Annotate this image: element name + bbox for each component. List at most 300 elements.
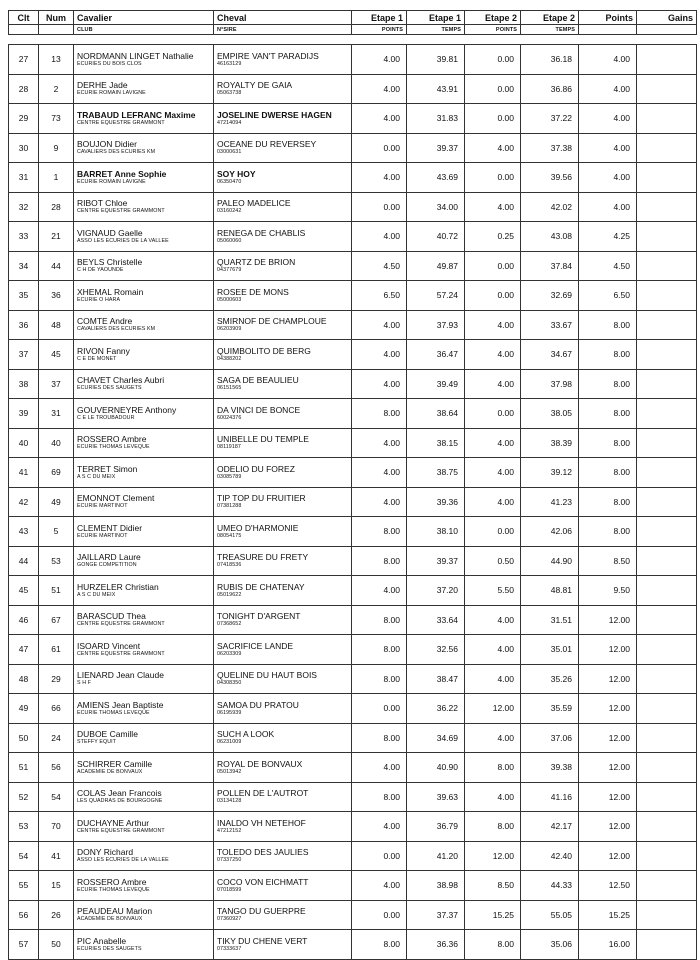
rank-cell	[9, 74, 39, 104]
gains-cell	[637, 133, 697, 163]
rider-name: EMONNOT Clement	[77, 493, 155, 504]
gains-cell	[637, 399, 697, 429]
total-points-cell	[579, 458, 637, 488]
gains-cell	[637, 369, 697, 399]
etape1-points: 0.00	[383, 909, 400, 920]
rider-cell	[74, 812, 214, 842]
table-row	[9, 694, 697, 724]
etape2-points: 12.00	[492, 703, 514, 714]
horse-sire: 06203309	[217, 650, 242, 657]
etape2-temps-cell	[521, 281, 579, 311]
horse-cell	[214, 487, 352, 517]
bib-cell	[39, 222, 74, 252]
horse-sire: 05013942	[217, 768, 242, 775]
horse-sire: 05000603	[217, 296, 242, 303]
horse-sire: 06350470	[217, 178, 242, 185]
rider-club: STEFFY EQUIT	[77, 739, 117, 746]
bib-cell	[39, 723, 74, 753]
etape1-points: 4.00	[383, 585, 400, 596]
gains-cell	[637, 930, 697, 960]
etape1-temps: 37.20	[436, 585, 458, 596]
gains-cell	[637, 664, 697, 694]
rider-club: ECURIE ROMAIN LAVIGNE	[77, 90, 146, 97]
horse-cell	[214, 841, 352, 871]
horse-sire: 07018599	[217, 886, 242, 893]
rank: 34	[18, 260, 29, 271]
rank: 53	[18, 821, 29, 832]
total-points: 12.00	[608, 821, 630, 832]
horse-sire: 04308350	[217, 680, 242, 687]
etape1-temps-cell	[407, 841, 465, 871]
rider-name: COMTE Andre	[77, 316, 133, 327]
etape1-points: 0.00	[383, 201, 400, 212]
table-row	[9, 812, 697, 842]
rank-cell	[9, 251, 39, 281]
total-points: 12.00	[608, 791, 630, 802]
rank-cell	[9, 635, 39, 665]
bib-cell	[39, 369, 74, 399]
etape2-points-cell	[465, 930, 521, 960]
rider-cell	[74, 104, 214, 134]
etape1-temps: 38.15	[436, 437, 458, 448]
etape2-temps-cell	[521, 546, 579, 576]
bib-number: 51	[51, 585, 61, 596]
rank-cell	[9, 399, 39, 429]
rider-name: VIGNAUD Gaelle	[77, 227, 143, 238]
rider-club: ECURIE O HARA	[77, 296, 121, 303]
rider-club: ECURIES DU BOIS CLOS	[77, 60, 142, 67]
gains-cell	[637, 694, 697, 724]
rider-club: ASSO LES ECURIES DE LA VALLEE	[77, 857, 169, 864]
horse-cell	[214, 163, 352, 193]
etape2-temps-cell	[521, 576, 579, 606]
etape2-points-cell	[465, 694, 521, 724]
etape2-temps: 37.22	[550, 113, 572, 124]
gains-cell	[637, 340, 697, 370]
header-etape1-temps: Etape 1	[407, 11, 465, 25]
horse-cell	[214, 576, 352, 606]
etape1-temps-cell	[407, 576, 465, 606]
rank-cell	[9, 192, 39, 222]
total-points: 12.50	[608, 880, 630, 891]
subheader-empty	[579, 25, 637, 35]
rank: 30	[18, 142, 29, 153]
rank-cell	[9, 841, 39, 871]
total-points-cell	[579, 635, 637, 665]
total-points-cell	[579, 163, 637, 193]
etape1-temps-cell	[407, 104, 465, 134]
rank-cell	[9, 428, 39, 458]
rider-name: BARASCUD Thea	[77, 611, 146, 622]
rank-cell	[9, 694, 39, 724]
rank-cell	[9, 340, 39, 370]
etape1-points-cell	[352, 192, 407, 222]
horse-cell	[214, 428, 352, 458]
etape2-temps-cell	[521, 664, 579, 694]
bib-cell	[39, 930, 74, 960]
table-row	[9, 104, 697, 134]
rider-club: ECURIES DES SAUGETS	[77, 945, 142, 952]
gains-cell	[637, 546, 697, 576]
total-points: 8.00	[613, 496, 630, 507]
bib-cell	[39, 428, 74, 458]
table-row	[9, 517, 697, 547]
etape2-points-cell	[465, 871, 521, 901]
horse-name: QUIMBOLITO DE BERG	[217, 345, 311, 356]
total-points-cell	[579, 104, 637, 134]
etape1-points: 8.00	[383, 673, 400, 684]
gains-cell	[637, 458, 697, 488]
horse-cell	[214, 251, 352, 281]
etape2-points-cell	[465, 251, 521, 281]
rank-cell	[9, 104, 39, 134]
etape2-temps-cell	[521, 340, 579, 370]
etape2-points-cell	[465, 635, 521, 665]
etape2-points: 0.00	[497, 408, 514, 419]
etape1-temps: 38.10	[436, 526, 458, 537]
total-points-cell	[579, 605, 637, 635]
etape2-temps-cell	[521, 399, 579, 429]
total-points: 16.00	[608, 939, 630, 950]
total-points-cell	[579, 251, 637, 281]
header-cheval: Cheval	[214, 11, 352, 25]
gains-cell	[637, 281, 697, 311]
etape2-temps: 38.05	[550, 408, 572, 419]
total-points: 12.00	[608, 850, 630, 861]
etape1-temps-cell	[407, 281, 465, 311]
etape2-points: 0.00	[497, 54, 514, 65]
etape2-points: 0.25	[497, 231, 514, 242]
etape1-points-cell	[352, 782, 407, 812]
bib-cell	[39, 782, 74, 812]
rider-club: ASSO LES ECURIES DE LA VALLEE	[77, 237, 169, 244]
etape2-temps-cell	[521, 104, 579, 134]
etape2-temps: 35.06	[550, 939, 572, 950]
rider-club: CENTRE EQUESTRE GRAMMONT	[77, 827, 165, 834]
rider-club: ACADEMIE DE BONVAUX	[77, 768, 143, 775]
horse-name: UMEO D'HARMONIE	[217, 522, 299, 533]
rider-cell	[74, 664, 214, 694]
etape1-points: 4.50	[383, 260, 400, 271]
horse-sire: 08119187	[217, 444, 241, 451]
total-points: 4.00	[613, 83, 630, 94]
etape2-points-cell	[465, 340, 521, 370]
rank-cell	[9, 782, 39, 812]
total-points: 8.00	[613, 378, 630, 389]
rider-club: CENTRE EQUESTRE GRAMMONT	[77, 208, 165, 215]
etape1-points-cell	[352, 399, 407, 429]
etape1-temps: 38.75	[436, 467, 458, 478]
gains-cell	[637, 841, 697, 871]
rider-club: CAVALIERS DES ECURIES KM	[77, 326, 156, 333]
etape1-points-cell	[352, 723, 407, 753]
horse-name: PALEO MADELICE	[217, 198, 291, 209]
bib-cell	[39, 133, 74, 163]
etape2-temps: 36.18	[550, 54, 572, 65]
horse-name: TREASURE DU FRETY	[217, 552, 309, 563]
gains-cell	[637, 192, 697, 222]
gains-cell	[637, 782, 697, 812]
bib-number: 44	[51, 260, 61, 271]
etape2-temps: 37.38	[550, 142, 572, 153]
horse-sire: 05063738	[217, 90, 242, 97]
horse-name: INALDO VH NETEHOF	[217, 817, 306, 828]
etape1-temps-cell	[407, 753, 465, 783]
etape2-points-cell	[465, 428, 521, 458]
etape1-temps: 39.37	[436, 555, 458, 566]
rank: 33	[18, 231, 29, 242]
etape2-temps-cell	[521, 222, 579, 252]
etape2-temps-cell	[521, 458, 579, 488]
etape2-temps-cell	[521, 723, 579, 753]
rider-cell	[74, 576, 214, 606]
etape2-temps: 37.98	[550, 378, 572, 389]
etape1-temps: 39.81	[436, 54, 458, 65]
total-points-cell	[579, 576, 637, 606]
rank: 52	[18, 791, 29, 802]
etape1-temps: 43.91	[436, 83, 458, 94]
rank: 50	[18, 732, 29, 743]
gains-cell	[637, 104, 697, 134]
table-row	[9, 841, 697, 871]
total-points-cell	[579, 399, 637, 429]
etape1-points-cell	[352, 251, 407, 281]
rider-club: ECURIE THOMAS LEVEQUE	[77, 709, 150, 716]
horse-name: ROYALTY DE GAIA	[217, 80, 293, 91]
table-row	[9, 369, 697, 399]
rank: 31	[18, 172, 29, 183]
rank: 44	[18, 555, 29, 566]
etape1-temps-cell	[407, 546, 465, 576]
etape2-points: 4.00	[497, 142, 514, 153]
rider-name: RIVON Fanny	[77, 345, 130, 356]
rider-name: NORDMANN LINGET Nathalie	[77, 50, 194, 61]
rider-club: S H F	[77, 680, 92, 687]
etape1-points-cell	[352, 74, 407, 104]
rider-name: CHAVET Charles Aubri	[77, 375, 165, 386]
etape2-points-cell	[465, 369, 521, 399]
total-points: 4.00	[613, 172, 630, 183]
horse-name: SAMOA DU PRATOU	[217, 699, 299, 710]
rider-cell	[74, 74, 214, 104]
rider-name: RIBOT Chloe	[77, 198, 128, 209]
etape1-points: 8.00	[383, 791, 400, 802]
etape2-points: 4.00	[497, 378, 514, 389]
rider-name: PIC Anabelle	[77, 935, 127, 946]
gains-cell	[637, 576, 697, 606]
total-points: 4.00	[613, 201, 630, 212]
results-table	[8, 10, 697, 960]
bib-number: 70	[51, 821, 61, 832]
rider-cell	[74, 487, 214, 517]
table-row	[9, 753, 697, 783]
horse-cell	[214, 281, 352, 311]
total-points-cell	[579, 310, 637, 340]
rank-cell	[9, 664, 39, 694]
bib-number: 15	[51, 880, 61, 891]
horse-name: ROYAL DE BONVAUX	[217, 758, 303, 769]
horse-name: TIP TOP DU FRUITIER	[217, 493, 306, 504]
rider-club: CENTRE EQUESTRE GRAMMONT	[77, 650, 165, 657]
subheader-empty	[39, 25, 74, 35]
rank-cell	[9, 605, 39, 635]
bib-number: 36	[51, 290, 61, 301]
bib-cell	[39, 251, 74, 281]
rank: 42	[18, 496, 29, 507]
etape2-temps: 42.02	[550, 201, 572, 212]
rider-name: AMIENS Jean Baptiste	[77, 699, 164, 710]
etape2-points-cell	[465, 605, 521, 635]
horse-cell	[214, 871, 352, 901]
rider-name: ROSSERO Ambre	[77, 876, 147, 887]
horse-cell	[214, 74, 352, 104]
etape1-points: 4.00	[383, 762, 400, 773]
horse-sire: 06195939	[217, 709, 242, 716]
etape1-temps-cell	[407, 45, 465, 75]
gains-cell	[637, 45, 697, 75]
total-points-cell	[579, 900, 637, 930]
bib-cell	[39, 458, 74, 488]
horse-name: RENEGA DE CHABLIS	[217, 227, 306, 238]
rider-cell	[74, 399, 214, 429]
horse-cell	[214, 310, 352, 340]
rank: 41	[18, 467, 29, 478]
rank-cell	[9, 133, 39, 163]
horse-sire: 06151565	[217, 385, 242, 392]
bib-cell	[39, 576, 74, 606]
rank-cell	[9, 812, 39, 842]
horse-cell	[214, 340, 352, 370]
etape1-points-cell	[352, 340, 407, 370]
table-body	[9, 35, 697, 960]
bib-cell	[39, 635, 74, 665]
etape2-temps: 43.08	[550, 231, 572, 242]
rider-club: ECURIE MARTINOT	[77, 532, 128, 539]
etape2-temps-cell	[521, 605, 579, 635]
horse-cell	[214, 930, 352, 960]
bib-cell	[39, 281, 74, 311]
horse-sire: 46163129	[217, 60, 242, 67]
total-points-cell	[579, 694, 637, 724]
rider-cell	[74, 694, 214, 724]
etape1-points-cell	[352, 576, 407, 606]
etape2-temps-cell	[521, 812, 579, 842]
rider-club: A S C DU MEIX	[77, 473, 116, 480]
etape2-temps: 41.23	[550, 496, 572, 507]
total-points: 8.50	[613, 555, 630, 566]
table-row	[9, 281, 697, 311]
etape2-temps-cell	[521, 192, 579, 222]
etape2-temps-cell	[521, 694, 579, 724]
etape2-points-cell	[465, 517, 521, 547]
bib-number: 61	[51, 644, 61, 655]
rank: 45	[18, 585, 29, 596]
horse-sire: 07418536	[217, 562, 242, 569]
rider-club: CAVALIERS DES ECURIES KM	[77, 149, 156, 156]
rider-name: BARRET Anne Sophie	[77, 168, 167, 179]
etape2-temps-cell	[521, 753, 579, 783]
rider-name: BOUJON Didier	[77, 139, 137, 150]
etape1-points: 4.00	[383, 496, 400, 507]
total-points: 12.00	[608, 673, 630, 684]
gains-cell	[637, 310, 697, 340]
etape1-temps: 37.93	[436, 319, 458, 330]
total-points-cell	[579, 723, 637, 753]
etape1-points-cell	[352, 133, 407, 163]
etape2-temps: 48.81	[550, 585, 572, 596]
total-points-cell	[579, 487, 637, 517]
gains-cell	[637, 251, 697, 281]
etape2-points-cell	[465, 753, 521, 783]
etape2-temps: 39.38	[550, 762, 572, 773]
rank: 47	[18, 644, 29, 655]
table-row	[9, 458, 697, 488]
horse-cell	[214, 222, 352, 252]
etape2-points: 8.50	[497, 880, 514, 891]
total-points-cell	[579, 222, 637, 252]
rank-cell	[9, 281, 39, 311]
total-points: 4.25	[613, 231, 630, 242]
etape2-points: 15.25	[492, 909, 514, 920]
etape2-temps: 35.26	[550, 673, 572, 684]
table-row	[9, 871, 697, 901]
etape2-temps-cell	[521, 133, 579, 163]
rank: 36	[18, 319, 29, 330]
rider-cell	[74, 871, 214, 901]
rank: 56	[18, 909, 29, 920]
total-points: 6.50	[613, 290, 630, 301]
horse-cell	[214, 635, 352, 665]
table-row	[9, 605, 697, 635]
rider-name: DUCHAYNE Arthur	[77, 817, 150, 828]
horse-name: DA VINCI DE BONCE	[217, 404, 301, 415]
total-points: 4.00	[613, 54, 630, 65]
etape1-temps-cell	[407, 487, 465, 517]
etape2-temps-cell	[521, 310, 579, 340]
total-points: 12.00	[608, 614, 630, 625]
etape1-temps: 36.47	[436, 349, 458, 360]
etape1-points: 0.00	[383, 703, 400, 714]
rider-cell	[74, 723, 214, 753]
total-points: 8.00	[613, 437, 630, 448]
bib-cell	[39, 841, 74, 871]
total-points-cell	[579, 517, 637, 547]
total-points-cell	[579, 753, 637, 783]
bib-number: 66	[51, 703, 61, 714]
horse-cell	[214, 782, 352, 812]
rider-cell	[74, 517, 214, 547]
etape2-points: 8.00	[497, 821, 514, 832]
etape2-temps: 35.01	[550, 644, 572, 655]
rank: 27	[18, 54, 29, 65]
etape2-points: 0.00	[497, 290, 514, 301]
rider-club: GONGE COMPETITION	[77, 562, 137, 569]
etape2-temps-cell	[521, 369, 579, 399]
etape2-points: 0.00	[497, 113, 514, 124]
rank-cell	[9, 900, 39, 930]
etape2-points: 0.00	[497, 526, 514, 537]
horse-name: QUELINE DU HAUT BOIS	[217, 670, 317, 681]
horse-name: UNIBELLE DU TEMPLE	[217, 434, 309, 445]
total-points: 15.25	[608, 909, 630, 920]
table-row	[9, 723, 697, 753]
header-clt: Clt	[9, 11, 39, 25]
gains-cell	[637, 753, 697, 783]
total-points: 12.00	[608, 644, 630, 655]
horse-sire: 07337250	[217, 857, 242, 864]
etape1-points-cell	[352, 841, 407, 871]
table-row	[9, 222, 697, 252]
